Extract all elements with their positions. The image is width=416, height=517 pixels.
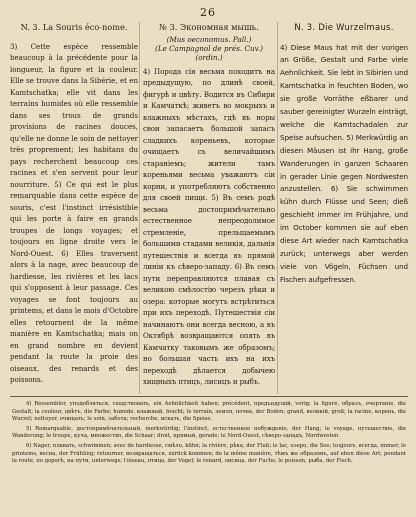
footnote-4: 4) Ressembler, уподобляться, сходствовать, ein Aehnlichkeit haben; précédent, предъидущій, vorig; la figure, образъ, очертаніе, die Gestalt; la couleur, цвѣтъ, die Farbe; humide, влажный, feucht; le terrain, земля, почва, der Boden; grand, великій, groß; la racine, корень, die Wurzel; nettoyer, очищать; le soin, забота; recherche, искать, die Speise. xyxy=(12,401,406,423)
french-column xyxy=(10,22,138,386)
french-text: 3) Cette espèce ressemble beaucoup à la précédente pour la longueur, la figure et la couleur. Elle se trouve dans la Sibérie, et en Kamtschatka; elle vit dans les terrains humides où elle ressemble dans ses trous de grands provisions de racines douces, qu'elle ne donne le soin de nettoyer très proprement; les habitans du pays recherchent beaucoup ces racines et s'en servent pour leur nourriture. 5) Ce qui est le plus remarquable dans cette espèce de souris, c'est l'instinct irrésistible qui les porte à faire en grands troupes de longs voyages; et toujours en ligne droite vers le Nord-Ouest. 6) Elles traversent alors à la nage, avec beaucoup de hardiesse, les rivières et les lacs qui s'opposent à leur passage. Ces voyages se font toujours au printems, et dans le mois d'Octobre elles retournent de la même manière en Kamtschatka; mais on en grand nombre en devient pendant la route la proie des oiseaux, des renards et des poissons. xyxy=(10,41,138,384)
footnotes xyxy=(12,401,406,468)
column-divider-left xyxy=(139,22,140,394)
russian-text: 4) Порода сія весьма походитъ на предыдущую, по длинѣ своей, фигурѣ и цвѣту. Водится въ Сибири и Камчаткѣ; живетъ во мокрыхъ и влажныхъ мѣстахъ, гдѣ въ норы свои запасаетъ большой запасъ сладкихъ кореньевъ, которые очищаетъ съ величайшимъ стараніемъ; жители тамъ кореньями весьма уважаютъ сіи корни, и употребляютъ собственно для своей пищи. 5) Въ семъ родѣ весьма достопримѣчательно естественное непреодолимое стремленіе, прельщаемымъ большими стадами великія, дальнія путешествія и всегда въ прямой линіи къ сѣверо-западу. 6) Въ семъ пути переправляются плавая съ великою смѣлостію черезъ рѣки и озера: которые могутъ встрѣтиться при ихъ переходѣ. Путешествія сіи начинаютъ они всегда весною, а въ Октябрѣ возвращаются опять въ Камчатку таковымъ же образомъ; но большая часть ихъ на ихъ переходѣ дѣлается добычею хищныхъ птицъ, лисицъ и рыбъ. xyxy=(143,66,275,386)
russian-column xyxy=(143,22,275,388)
russian-subheading-french: (Le Campagnol de prés. Cuv.) (ordin.) xyxy=(155,43,263,62)
footnote-6: 6) Nager, плавать, schwimmen; avec de hardiesse, смѣло, kühn; la rivière, рѣка, der Fluß; le lac, озеро, die See; toujours, всегда, immer; le printems, весна, der Frühling; retourner, возвращаться, zurück kommen; de la même manière, тѣмъ же образомъ, auf eben diese Art; pendant la route, по дорогѣ, на пути, unterwegs; l'oiseau, птица, der Vogel; le renard, лисица, der Fuchs; le poisson, рыба, der Fisch. xyxy=(12,442,406,465)
russian-heading: № 3. Экономная мышь. xyxy=(159,22,259,32)
page-number: 26 xyxy=(200,6,216,19)
german-heading: N. 3. Die Wurzelmaus. xyxy=(294,22,394,32)
german-text: 4) Diese Maus hat mit der vorigen an Größe, Gestalt und Farbe viele Aehnlichkeit. Sie lebt in Sibirien und Kamtschatka in feuchten Boden, wo sie große Vorräthe eßbarer und sauber gereinigter Wurzeln einträgt, welche die Kamtschadalen zur Speise aufsuchen. 5) Merkwürdig an diesen Mäusen ist ihr Hang, große Wanderungen in ganzen Schaaren in gerader Linie gegen Nordwesten anzustellen. 6) Sie schwimmen kühn durch Flüsse und Seen; dieß geschieht immer im Frühjahre, und im October kommen sie auf eben diese Art wieder nach Kamtschatka zurück; unterwegs aber werden viele von Vögeln, Füchsen und Fischen aufgefressen. xyxy=(280,42,408,284)
german-column xyxy=(280,22,408,287)
french-heading: N. 3. La Souris éco-nome. xyxy=(20,22,128,32)
footnote-5: 5) Remarquable, достопримѣчательный, merkwürdig; l'instinct, естественное побужденіе, der Hang; le voyage, путешествіе, die Wanderung; le troupe, куча, множество, die Schaar; droit, прямый, gerade; le Nord-Ouest, сѣверо-западъ, Nordwesten. xyxy=(12,425,406,440)
russian-subheading-latin: (Mus oeconomus. Pall.) xyxy=(166,34,252,44)
footnote-rule xyxy=(10,396,408,397)
column-divider-right xyxy=(277,22,278,394)
